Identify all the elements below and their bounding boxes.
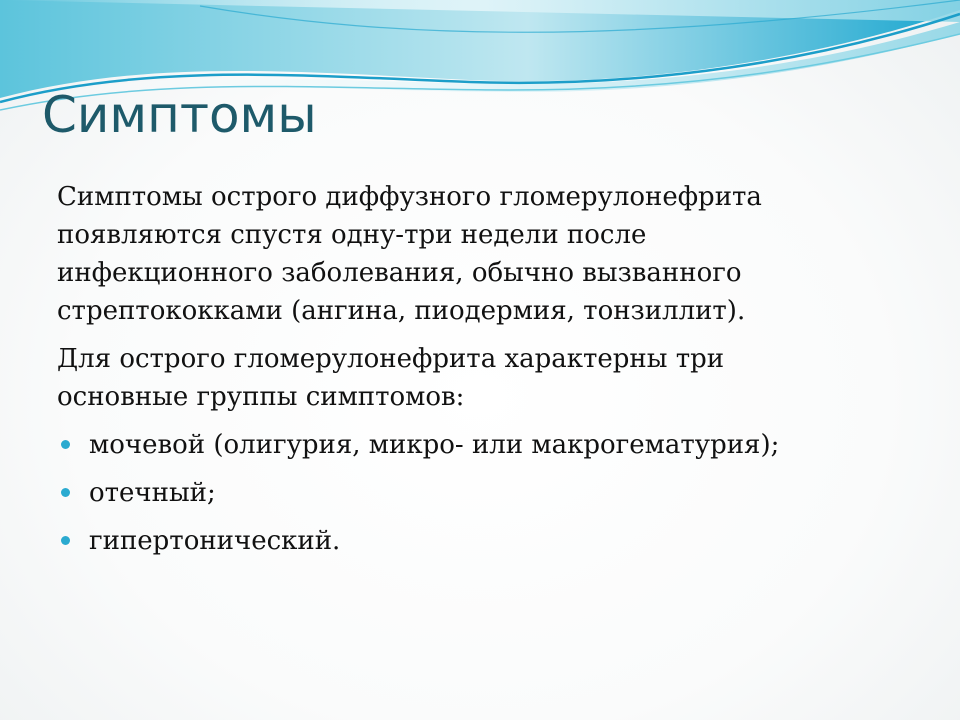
bullet-dot-icon [61, 536, 70, 545]
bullet-dot-icon [61, 440, 70, 449]
paragraph-line: Для острого гломерулонефрита характерны три [57, 344, 725, 374]
paragraph-groups [57, 340, 937, 416]
list-item-text: отечный; [89, 478, 216, 508]
paragraph-line: стрептококками (ангина, пиодермия, тонзиллит). [57, 296, 746, 326]
symptom-list [57, 426, 937, 560]
paragraph-intro [57, 178, 937, 330]
list-item [57, 426, 937, 464]
bullet-dot-icon [61, 488, 70, 497]
list-item [57, 474, 937, 512]
paragraph-line: инфекционного заболевания, обычно вызванного [57, 258, 742, 288]
paragraph-line: Симптомы острого диффузного гломерулонефрита [57, 182, 762, 212]
paragraph-line: появляются спустя одну-три недели после [57, 220, 647, 250]
slide-body [57, 178, 937, 570]
list-item-text: мочевой (олигурия, микро- или макрогематурия); [89, 430, 780, 460]
list-item-text: гипертонический. [89, 526, 341, 556]
paragraph-line: основные группы симптомов: [57, 382, 465, 412]
slide-title: Симптомы [42, 86, 317, 144]
list-item [57, 522, 937, 560]
